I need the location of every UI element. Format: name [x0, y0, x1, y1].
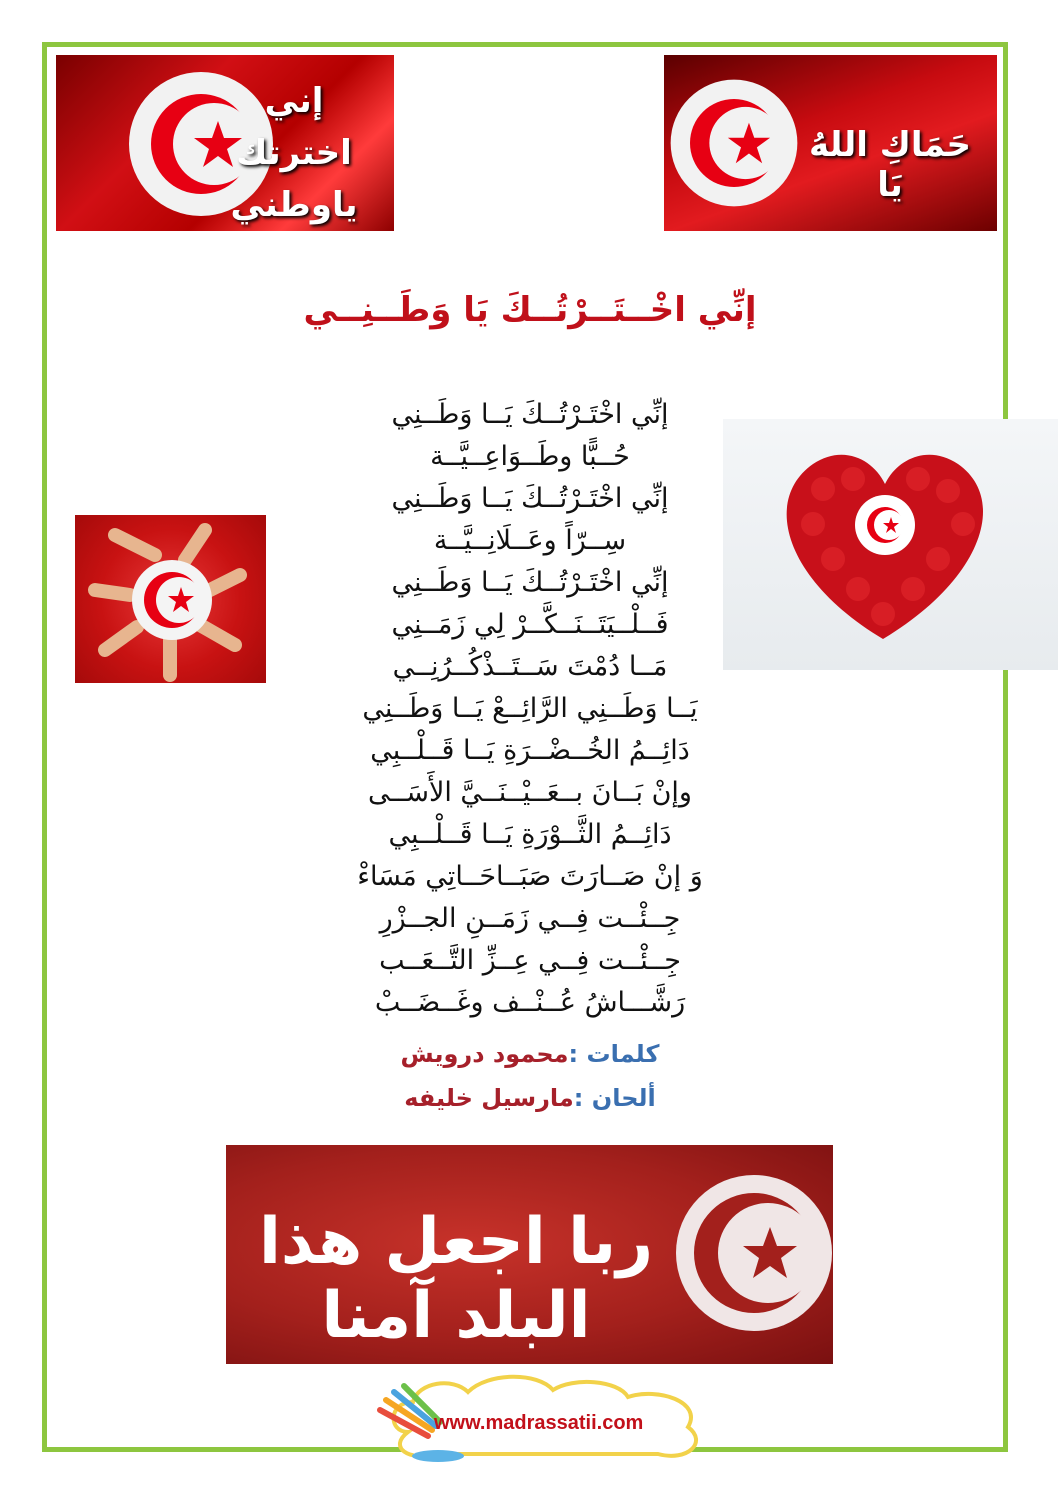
banner-text: حَمَاكِ اللهُ يَا [809, 125, 971, 205]
poem-line: وإنْ بَــانَ بــعَــيْــنَــيَّ الأَسَــى [368, 777, 692, 808]
hands-flag-image [75, 515, 266, 683]
banner-text-line: إني اخترتك [236, 81, 352, 173]
page-title: إنِّي اخْــتَــرْتُــكَ يَا وَطَــنِــي [303, 290, 757, 330]
tunisia-flag-emblem [668, 77, 800, 209]
credit-value: محمود درويش [400, 1040, 569, 1068]
music-credit [300, 1084, 760, 1112]
poem-line: دَائِــمُ الخُــضْــرَةِ يَــا قَــلْــبِي [370, 735, 690, 766]
poem-line: رَشَّـــاشُ عُــنْــف وغَــضَــبْ [374, 987, 686, 1018]
poem-line: إنِّي اخْتَـرْتُــكَ يَــا وَطَــنِي [391, 483, 669, 514]
poem-line: مَــا دُمْتَ سَــتَــذْكُــرُنِــي [392, 651, 668, 682]
lyrics-credit [300, 1040, 760, 1068]
poem-line: إنِّي اخْتَـرْتُــكَ يَــا وَطَــنِي [391, 567, 669, 598]
poem-line: دَائِــمُ الثَّــوْرَةِ يَــا قَــلْــبِي [388, 819, 672, 850]
tunisia-flag-emblem [674, 1173, 833, 1333]
poem-line: يَــا وَطَــنِي الرَّائِــعْ يَــا وَطَــنِي [362, 693, 698, 724]
banner-top-right [664, 55, 997, 231]
credit-label: ألحان : [573, 1084, 656, 1112]
heart-icon [723, 419, 1058, 670]
rose-heart-image [723, 419, 1058, 670]
banner-top-left [56, 55, 394, 231]
site-url-link[interactable]: www.madrassatii.com [434, 1412, 644, 1434]
poem-line: فَــلْــيَتَــنَــكَّــرْ لِي زَمَــنِي [391, 609, 669, 640]
poem-line: جِــئْــت فِــي زَمَــنِ الجــزْرِ [379, 903, 681, 934]
poem-line: وَ إنْ صَــارَتَ صَبَــاحَــاتِي مَسَاءْ [357, 861, 703, 892]
site-logo[interactable] [368, 1372, 728, 1464]
poem-text [300, 394, 760, 1024]
credit-value: مارسيل خليفه [404, 1084, 574, 1112]
credit-label: كلمات : [568, 1040, 660, 1068]
poem-line: جِــئْــت فِــي عِــزِّ التَّــعَــب [379, 945, 681, 976]
flag-icon [75, 515, 266, 683]
banner-bottom [226, 1145, 833, 1364]
banner-bottom-text: ربا اجعل هذا البلد آمنا [258, 1205, 654, 1353]
poem-line: سِــرّاً وعَــلَانِــيَّــة [433, 525, 627, 556]
banner-text-line: ياوطني [230, 185, 358, 225]
poem-line: حُــبًّا وطَــوَاعِــيَّــة [430, 441, 630, 472]
poem-line: إنِّي اخْتَـرْتُــكَ يَــا وَطَــنِي [391, 399, 669, 430]
